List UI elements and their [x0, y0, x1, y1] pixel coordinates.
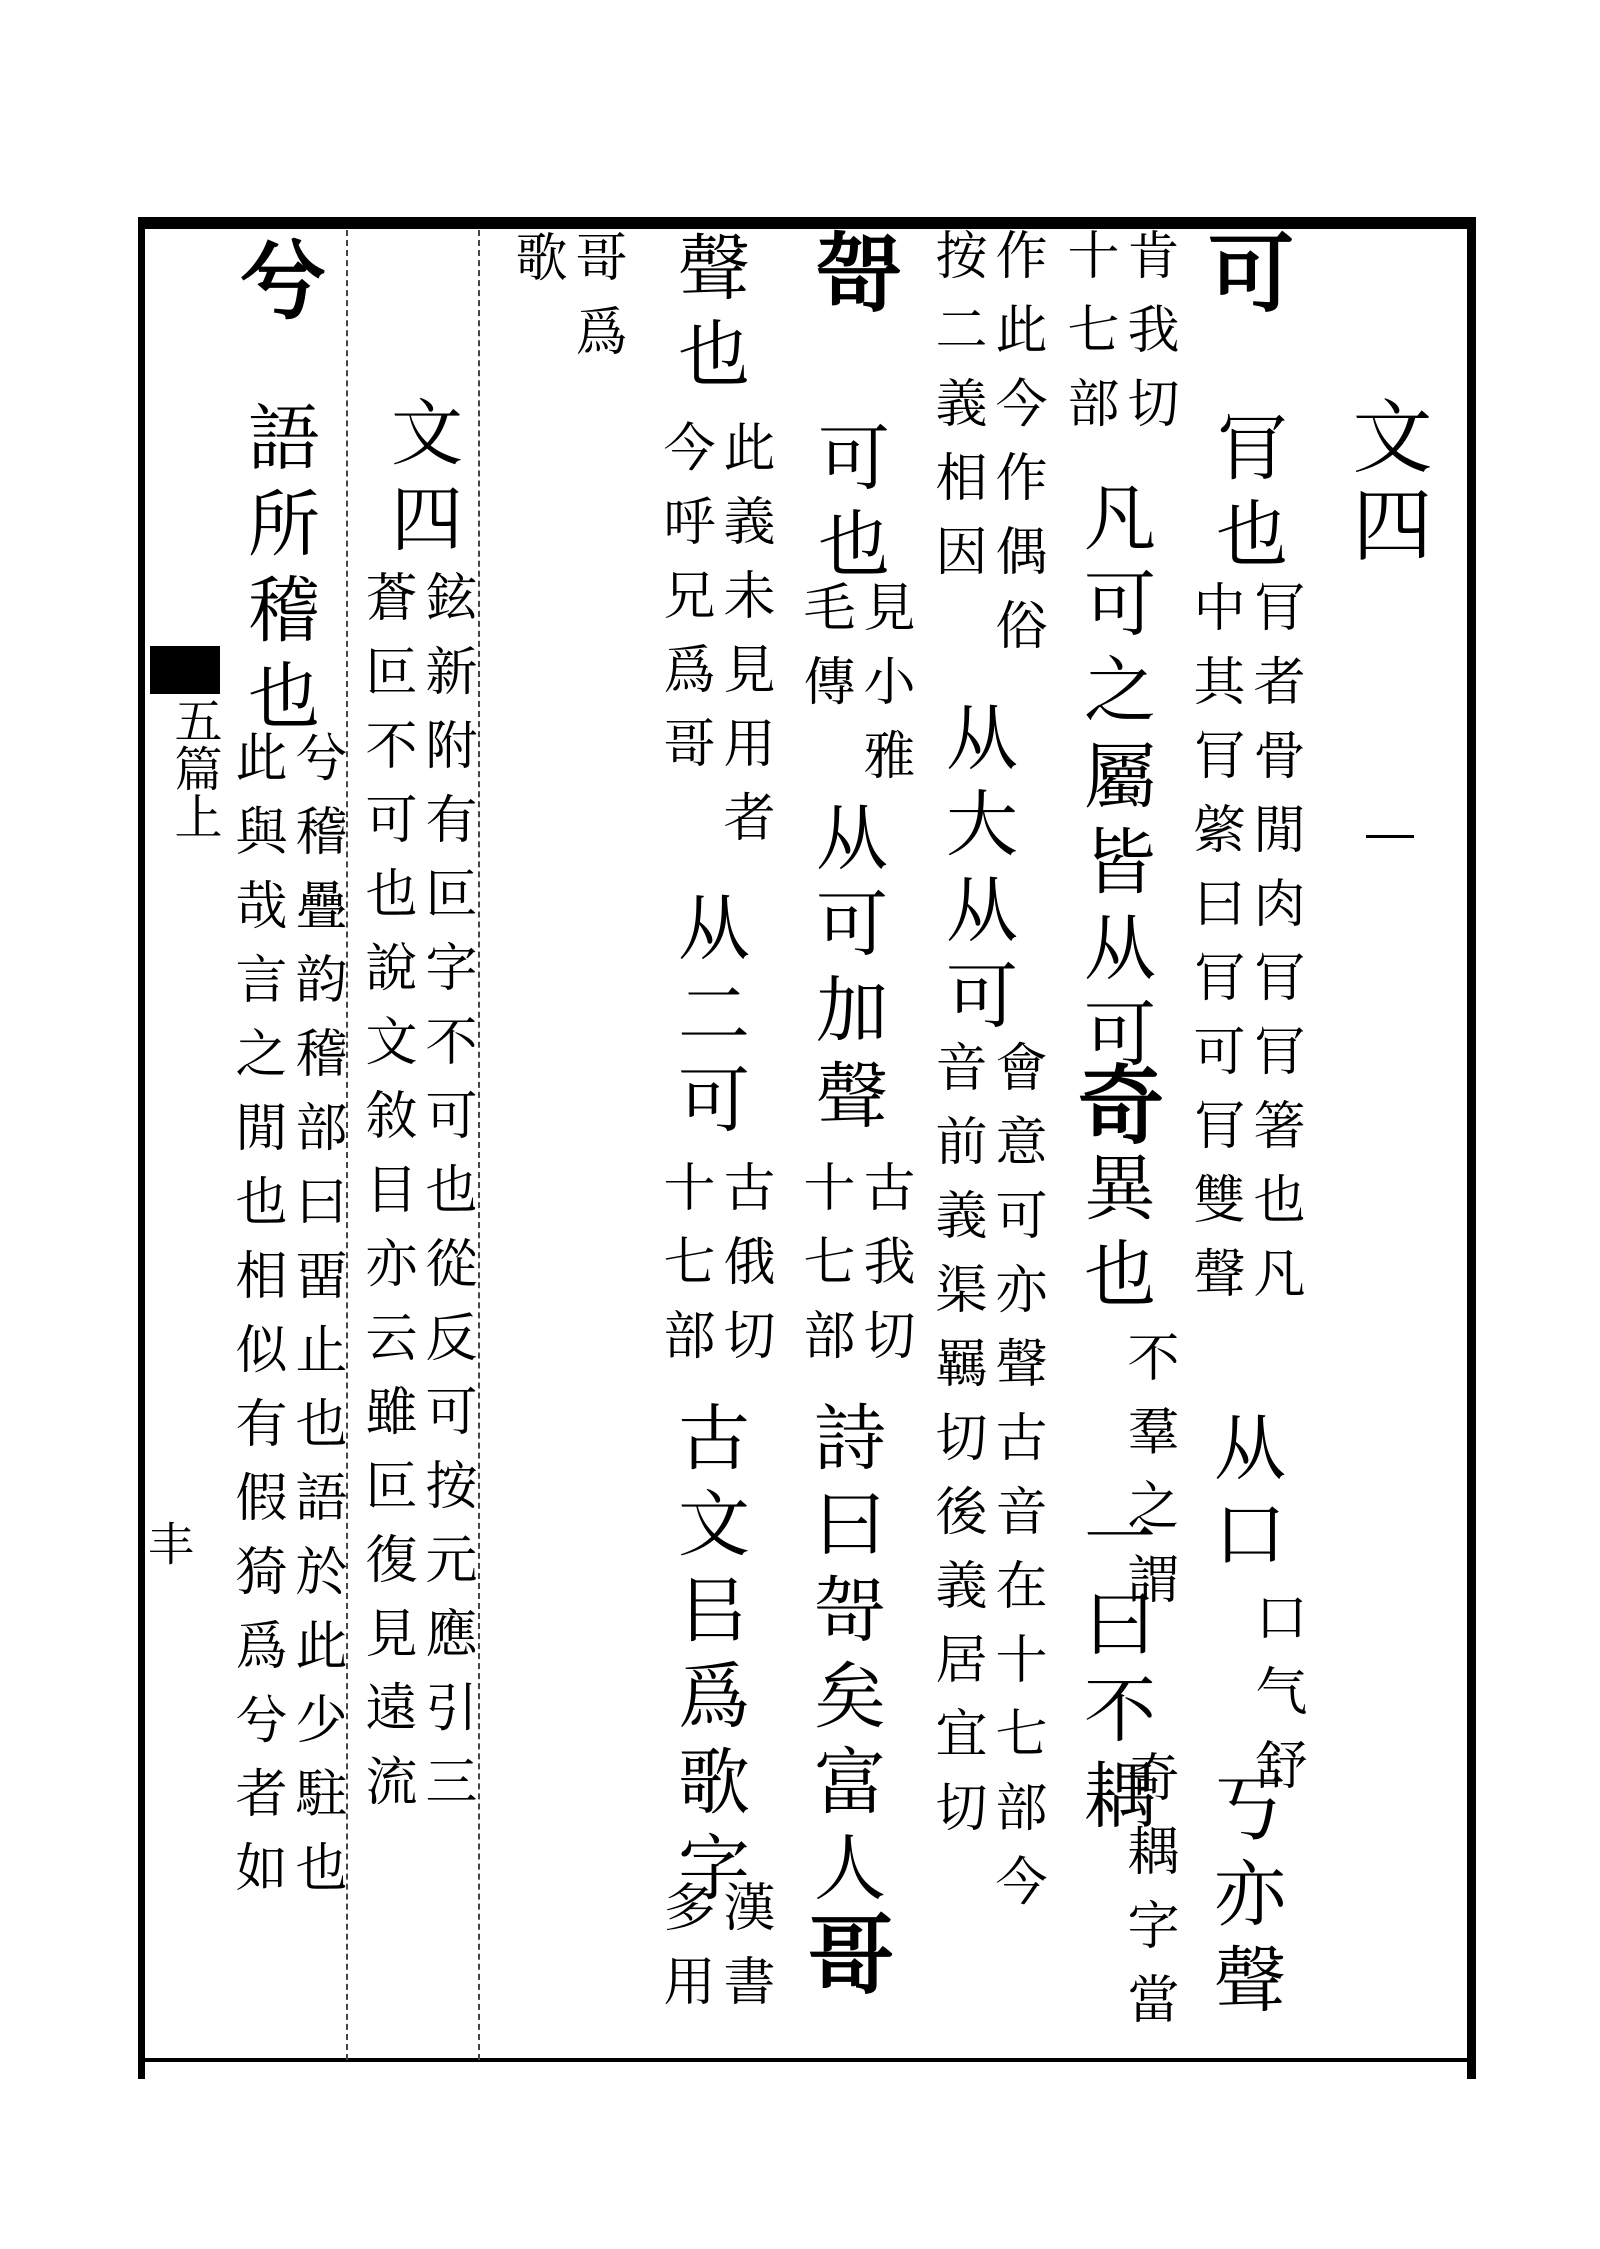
- commentary-line: 此義未見用者: [714, 420, 774, 864]
- commentary-line: 中其肎綮曰肎可肎雙聲: [1184, 580, 1244, 1320]
- section-count: 文四: [379, 395, 463, 567]
- seal-char-qi: 奇: [1063, 1060, 1164, 1146]
- commentary-line: 十七部: [1058, 228, 1118, 450]
- commentary-line: 肎者骨閒肉肎肎箸也凡: [1244, 580, 1304, 1320]
- commentary-line: 兮稽疊韵稽部曰畱止也語於此少駐也: [286, 730, 346, 1914]
- commentary-line: 十七部: [654, 1160, 714, 1382]
- main-text: 从口: [1202, 1410, 1286, 1582]
- spine-edge-mark: 丰: [141, 1520, 195, 1566]
- commentary-line: 蒼叵不可也說文敘目亦云雖叵復見遠流: [356, 570, 416, 1828]
- commentary-line: 漢書: [714, 1880, 774, 2028]
- commentary-line: 古我切: [854, 1160, 914, 1382]
- commentary-line: 今呼兄爲哥: [654, 420, 714, 790]
- commentary-line: 作此今作偶俗: [986, 228, 1046, 672]
- commentary-line: 哥爲: [566, 230, 626, 378]
- column-divider: [346, 230, 348, 2060]
- commentary-line: 見小雅: [854, 580, 914, 802]
- commentary-line: 十七部: [794, 1160, 854, 1382]
- section-title: 文四: [1339, 395, 1432, 571]
- commentary-line: 古俄切: [714, 1160, 774, 1382]
- commentary-line: 歌: [506, 230, 566, 304]
- commentary-line: 按二義相因: [926, 228, 986, 598]
- main-text: 凡可之屬皆从可: [1072, 480, 1156, 1082]
- commentary-line: 音前義渠羈切後義居宜切: [926, 1040, 986, 1854]
- column-divider: [478, 230, 480, 2060]
- main-text: 詩曰哿矣富人: [802, 1400, 886, 1916]
- commentary-line: 肯我切: [1118, 228, 1178, 450]
- main-text: 異也: [1072, 1150, 1156, 1322]
- folio-label: 五篇上: [166, 696, 222, 840]
- main-text: 聲也: [666, 230, 750, 402]
- main-text: 从可加聲: [804, 800, 888, 1144]
- main-text: 一曰不耦: [1072, 1500, 1156, 1844]
- commentary-line: 毛傳: [794, 580, 854, 728]
- commentary-line: 此與哉言之閒也相似有假猗爲兮者如: [226, 730, 286, 1914]
- commentary-line: 多用: [654, 1880, 714, 2028]
- commentary-line: 不羣之謂: [1118, 1330, 1178, 1626]
- main-text: 可也: [806, 420, 890, 592]
- seal-char-xi: 兮: [225, 235, 326, 321]
- commentary-line: 口气舒: [1246, 1590, 1306, 1812]
- spine-black-mark: [150, 646, 220, 694]
- commentary-line: 會意可亦聲古音在十七部今: [986, 1040, 1046, 1928]
- main-text: 从大从可: [934, 700, 1018, 1044]
- main-text: 丂亦聲: [1202, 1770, 1286, 2028]
- commentary-line: 鉉新附有叵字不可也從反可按元應引三: [416, 570, 476, 1828]
- main-text: 古文㠯爲歌字: [666, 1400, 750, 1916]
- frame-bottom-rule: [138, 2058, 1469, 2062]
- commentary-line: 奇耦字當: [1118, 1750, 1178, 2046]
- seal-char-ge: 哿: [801, 228, 902, 314]
- seal-char-ge2: 哥: [793, 1910, 894, 1996]
- headword-gloss: 肎也: [1204, 410, 1288, 582]
- title-dash: [1366, 835, 1414, 838]
- main-text: 語所稽也: [236, 400, 320, 744]
- main-text: 从二可: [666, 890, 750, 1148]
- seal-char-ke: 可: [1193, 228, 1294, 314]
